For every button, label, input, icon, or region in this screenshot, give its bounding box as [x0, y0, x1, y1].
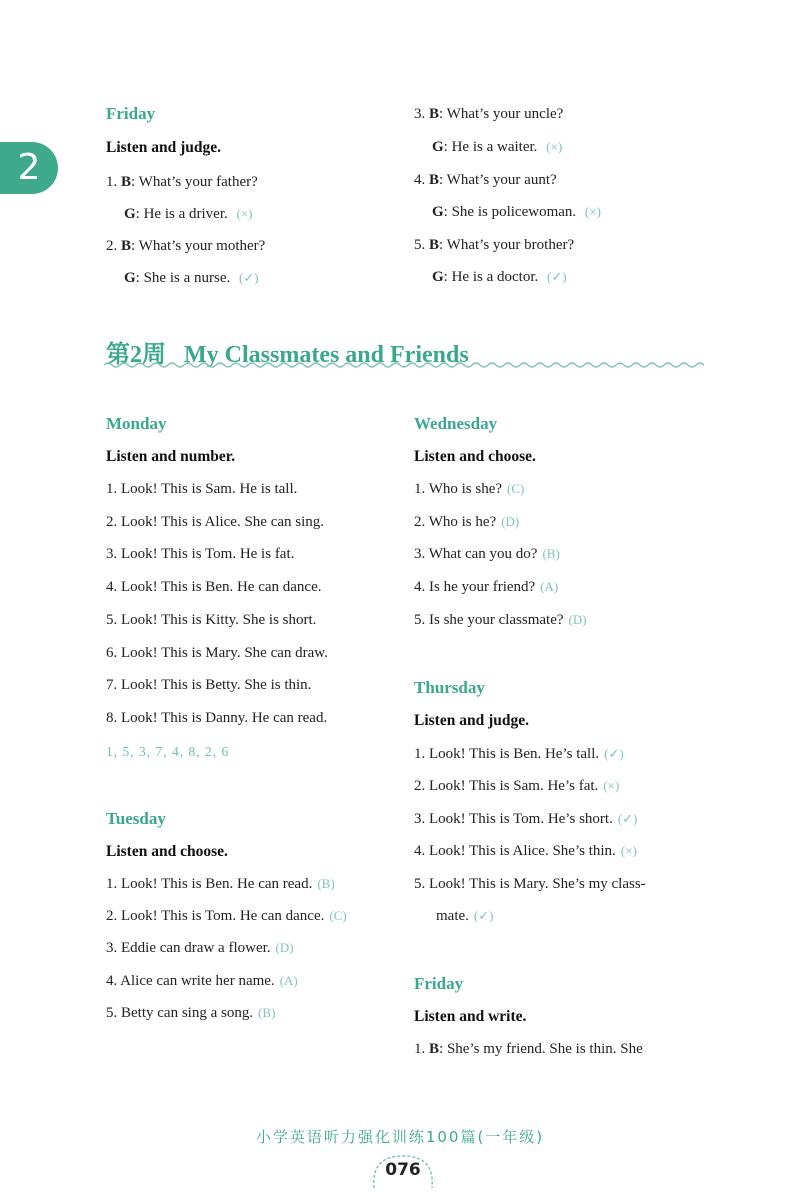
- item-text: 1. Look! This is Ben. He’s tall.: [414, 746, 600, 762]
- answer-mark: (×): [236, 206, 253, 221]
- question-text: What’s your brother?: [446, 237, 575, 253]
- item-number: 4.: [414, 172, 426, 188]
- question-text: What’s your father?: [138, 174, 258, 190]
- item-text: 3. Eddie can draw a flower.: [106, 940, 271, 956]
- answer-mark: (×): [620, 843, 637, 858]
- answer-mark: (C): [329, 908, 347, 923]
- item-text: 4. Is he your friend?: [414, 579, 536, 595]
- wednesday-heading: Wednesday: [414, 414, 498, 433]
- monday-item-5: 5. Look! This is Kitty. She is short.: [106, 612, 317, 628]
- tuesday-item-1: [106, 876, 335, 893]
- thursday-instruction: Listen and judge.: [414, 712, 529, 729]
- thursday-item-4: [414, 843, 637, 860]
- friday2-item-1: 1. B: She’s my friend. She is thin. She: [414, 1041, 643, 1057]
- top-item-3-g: G: He is a waiter. (×): [432, 139, 563, 155]
- section-tab: 2: [0, 142, 58, 194]
- friday2-instruction: Listen and write.: [414, 1008, 527, 1025]
- book-title: 小学英语听力强化训练100篇(一年级): [255, 1128, 545, 1146]
- thursday-item-5: 5. Look! This is Mary. She’s my class-: [414, 876, 646, 892]
- wednesday-instruction: Listen and choose.: [414, 448, 536, 465]
- top-item-5-b: 5. B: What’s your brother?: [414, 237, 575, 253]
- speaker-b: B: [429, 172, 440, 188]
- item-text: 1. Look! This is Ben. He can read.: [106, 876, 313, 892]
- item-text: She’s my friend. She is thin. She: [446, 1041, 643, 1057]
- answer-mark: (✓): [239, 270, 259, 285]
- answer-mark: (A): [279, 973, 298, 988]
- monday-item-3: 3. Look! This is Tom. He is fat.: [106, 546, 295, 562]
- speaker-g: G: [432, 269, 444, 285]
- question-text: What’s your mother?: [138, 238, 266, 254]
- speaker-b: B: [429, 1041, 440, 1057]
- thursday-heading: Thursday: [414, 678, 485, 697]
- answer-mark: (B): [317, 876, 335, 891]
- item-text: 3. Look! This is Tom. He’s short.: [414, 811, 613, 827]
- top-item-3-b: 3. B: What’s your uncle?: [414, 106, 564, 122]
- speaker-g: G: [124, 270, 136, 286]
- speaker-g: G: [432, 204, 444, 220]
- top-item-2-b: 2. B: What’s your mother?: [106, 238, 266, 254]
- tuesday-instruction: Listen and choose.: [106, 843, 228, 860]
- item-text: 2. Look! This is Tom. He can dance.: [106, 908, 325, 924]
- monday-item-1: 1. Look! This is Sam. He is tall.: [106, 481, 298, 497]
- answer-mark: (×): [603, 778, 620, 793]
- top-item-4-g: G: She is policewoman. (×): [432, 204, 601, 220]
- thursday-item-5-continuation: [436, 908, 493, 925]
- top-item-2-g: G: She is a nurse. (✓): [124, 270, 259, 286]
- answer-text: She is policewoman.: [451, 204, 577, 220]
- thursday-item-2: [414, 778, 619, 795]
- answer-mark: (×): [546, 139, 563, 154]
- answer-mark: (✓): [473, 908, 494, 923]
- item-number: 1.: [414, 1041, 426, 1057]
- friday2-heading: Friday: [414, 974, 464, 993]
- monday-item-4: 4. Look! This is Ben. He can dance.: [106, 579, 322, 595]
- tuesday-item-2: [106, 908, 347, 925]
- answer-text: He is a waiter.: [451, 139, 538, 155]
- wednesday-item-1: [414, 481, 524, 498]
- monday-item-6: 6. Look! This is Mary. She can draw.: [106, 645, 328, 661]
- tuesday-heading: Tuesday: [106, 809, 166, 828]
- thursday-item-1: [414, 746, 624, 763]
- tuesday-item-3: [106, 940, 294, 957]
- wednesday-item-4: [414, 579, 558, 596]
- answer-mark: (A): [540, 579, 559, 594]
- wednesday-item-5: [414, 612, 587, 629]
- wednesday-item-2: [414, 514, 519, 531]
- speaker-g: G: [124, 206, 136, 222]
- answer-mark: (D): [275, 940, 294, 955]
- speaker-b: B: [429, 106, 440, 122]
- wavy-divider: [104, 360, 704, 370]
- answer-mark: (B): [258, 1005, 276, 1020]
- top-item-1-b: 1. B: What’s your father?: [106, 174, 258, 190]
- question-text: What’s your uncle?: [446, 106, 564, 122]
- answer-text: She is a nurse.: [143, 270, 231, 286]
- answer-mark: (C): [507, 481, 525, 496]
- item-number: 1.: [106, 174, 118, 190]
- answer-mark: (×): [584, 204, 601, 219]
- item-text: 2. Who is he?: [414, 514, 497, 530]
- monday-item-8: 8. Look! This is Danny. He can read.: [106, 710, 328, 726]
- monday-item-7: 7. Look! This is Betty. She is thin.: [106, 677, 312, 693]
- speaker-b: B: [121, 238, 132, 254]
- question-text: What’s your aunt?: [446, 172, 557, 188]
- item-number: 2.: [106, 238, 118, 254]
- tuesday-item-5: [106, 1005, 275, 1022]
- thursday-item-3: [414, 811, 637, 828]
- week-title-text: My Classmates and Friends: [184, 342, 469, 368]
- item-number: 5.: [414, 237, 426, 253]
- speaker-b: B: [429, 237, 440, 253]
- top-item-1-g: G: He is a driver. (×): [124, 206, 253, 222]
- answer-mark: (B): [542, 546, 560, 561]
- answer-text: He is a doctor.: [451, 269, 539, 285]
- item-text: 2. Look! This is Sam. He’s fat.: [414, 778, 599, 794]
- speaker-b: B: [121, 174, 132, 190]
- answer-mark: (✓): [617, 811, 638, 826]
- monday-instruction: Listen and number.: [106, 448, 236, 465]
- item-text: mate.: [436, 908, 469, 924]
- top-item-4-b: 4. B: What’s your aunt?: [414, 172, 557, 188]
- week-number: 第2周: [106, 342, 166, 368]
- monday-heading: Monday: [106, 414, 167, 433]
- wednesday-item-3: [414, 546, 560, 563]
- answer-mark: (✓): [547, 269, 567, 284]
- page-number: 076: [385, 1160, 421, 1180]
- top-friday-instruction: Listen and judge.: [106, 139, 221, 156]
- item-number: 3.: [414, 106, 426, 122]
- monday-answer: 1, 5, 3, 7, 4, 8, 2, 6: [106, 744, 230, 759]
- top-item-5-g: G: He is a doctor. (✓): [432, 269, 567, 285]
- answer-text: He is a driver.: [143, 206, 228, 222]
- item-text: 5. Is she your classmate?: [414, 612, 564, 628]
- item-text: 4. Look! This is Alice. She’s thin.: [414, 843, 616, 859]
- item-text: 1. Who is she?: [414, 481, 503, 497]
- answer-mark: (✓): [604, 746, 624, 761]
- top-friday-heading: Friday: [106, 104, 156, 123]
- speaker-g: G: [432, 139, 444, 155]
- answer-mark: (D): [568, 612, 587, 627]
- tuesday-item-4: [106, 973, 298, 990]
- item-text: 3. What can you do?: [414, 546, 538, 562]
- monday-item-2: 2. Look! This is Alice. She can sing.: [106, 514, 325, 530]
- item-text: 4. Alice can write her name.: [106, 973, 275, 989]
- answer-mark: (D): [501, 514, 520, 529]
- item-text: 5. Betty can sing a song.: [106, 1005, 254, 1021]
